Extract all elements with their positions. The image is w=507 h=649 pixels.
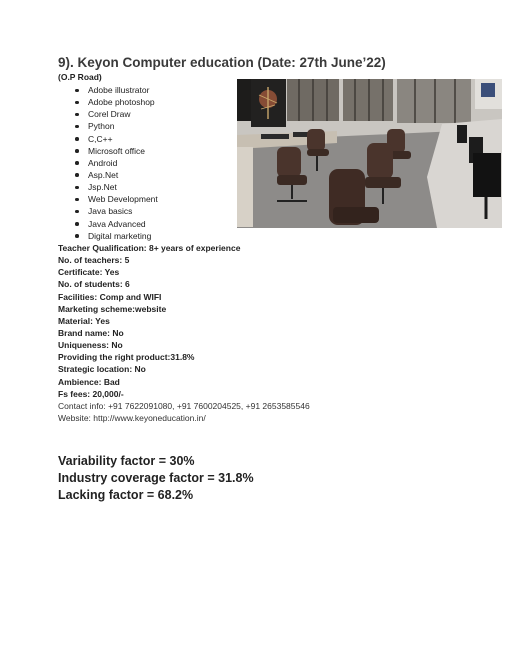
factors-list	[58, 453, 254, 504]
course-item: Jsp.Net	[74, 181, 158, 193]
course-item: Python	[74, 120, 158, 132]
details-list	[58, 242, 310, 424]
marketing-scheme: Marketing scheme:website	[58, 303, 167, 314]
material: Material: Yes	[58, 315, 110, 326]
lacking-factor: Lacking factor = 68.2%	[58, 488, 194, 502]
website-link[interactable]: Website: http://www.keyoneducation.in/	[58, 412, 206, 423]
num-students: No. of students: 6	[58, 279, 130, 290]
variability-factor: Variability factor = 30%	[58, 454, 195, 468]
course-item: Java basics	[74, 205, 158, 217]
facilities: Facilities: Comp and WIFI	[58, 291, 162, 302]
strategic-location: Strategic location: No	[58, 364, 146, 375]
course-item: Web Development	[74, 193, 158, 205]
brand-name: Brand name: No	[58, 327, 124, 338]
ambience: Ambience: Bad	[58, 376, 120, 387]
classroom-photo	[237, 79, 502, 228]
location-subtitle: (O.P Road)	[58, 72, 102, 82]
course-item: Java Advanced	[74, 218, 158, 230]
fees: Fs fees: 20,000/-	[58, 388, 124, 399]
course-item: C,C++	[74, 133, 158, 145]
right-product: Providing the right product:31.8%	[58, 352, 195, 363]
course-item: Asp.Net	[74, 169, 158, 181]
course-item: Microsoft office	[74, 145, 158, 157]
uniqueness: Uniqueness: No	[58, 340, 123, 351]
teacher-qualification: Teacher Qualification: 8+ years of experience	[58, 243, 241, 253]
course-item: Digital marketing	[74, 230, 158, 242]
course-item: Adobe photoshop	[74, 96, 158, 108]
course-item: Corel Draw	[74, 108, 158, 120]
contact-info: Contact info: +91 7622091080, +91 7600204525, +91 2653585546	[58, 400, 310, 411]
num-teachers: No. of teachers: 5	[58, 255, 130, 266]
industry-coverage-factor: Industry coverage factor = 31.8%	[58, 471, 254, 485]
course-item: Adobe illustrator	[74, 84, 158, 96]
course-list	[74, 84, 158, 242]
page-title: 9). Keyon Computer education (Date: 27th June’22)	[58, 55, 386, 70]
course-item: Android	[74, 157, 158, 169]
certificate: Certificate: Yes	[58, 267, 120, 278]
